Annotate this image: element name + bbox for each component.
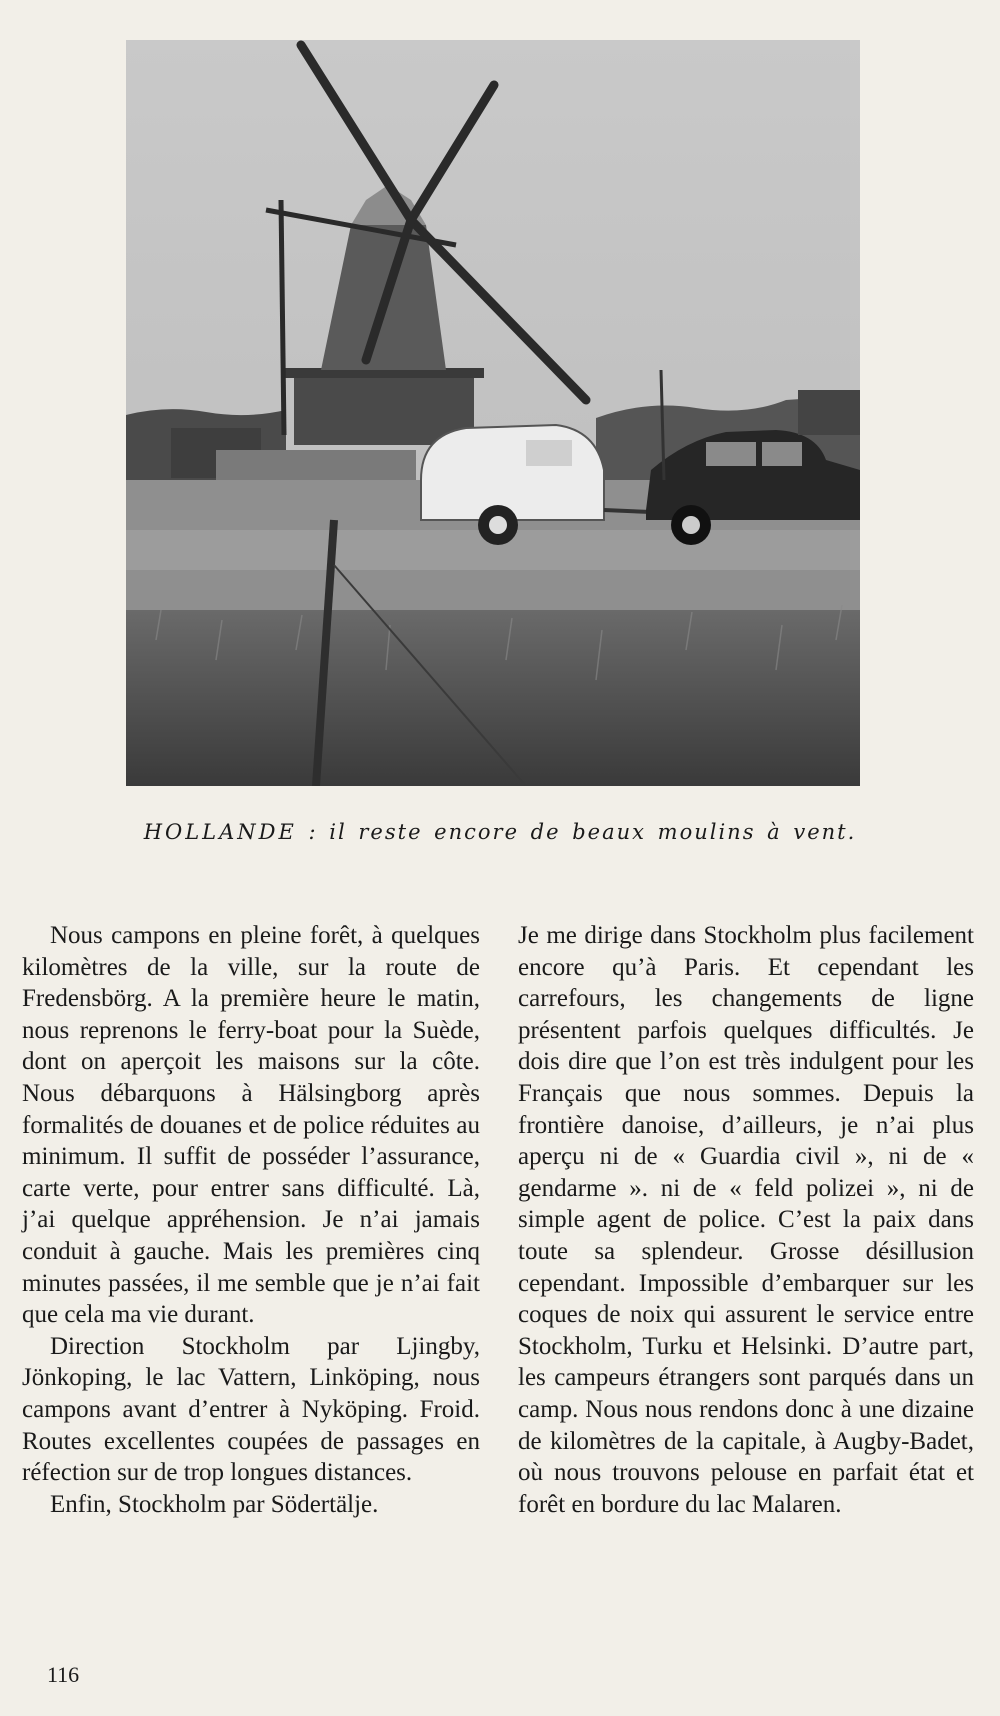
paragraph: Enfin, Stockholm par Södertälje. <box>50 1490 379 1518</box>
paragraph: Nous campons en pleine forêt, à quelques kilomètres de la ville, sur la route de Fredensbörg. A la première heure le matin, nous reprenons le ferry-boat pour la Suède, dont on aperçoit les maisons sur la côte. Nous débarquons à Hälsingborg après formalités de douanes et de police réduites au minimum. Il suffit de posséder l’assurance, carte verte, pour entrer sans difficulté. Là, j’ai quelque appréhension. Je n’ai jamais conduit à gauche. Mais les premières cinq minutes passées, il me semble que je n’ai fait que cela ma vie durant. <box>22 922 480 1329</box>
caption-text: : il reste encore de beaux moulins à vent. <box>308 820 857 844</box>
article-column-right <box>518 920 974 1520</box>
article-column-left <box>22 920 480 1520</box>
paragraph: Je me dirige dans Stockholm plus facilement encore qu’à Paris. Et cependant les carrefours, les changements de ligne présentent parfois quelques difficultés. Je dois dire que l’on est très indulgent pour les Français que nous sommes. Depuis la frontière danoise, d’ailleurs, je n’ai plus aperçu ni de « Guardia civil », ni de « gendarme ». ni de « feld polizei », ni de simple agent de police. C’est la paix dans toute sa splendeur. Grosse désillusion cependant. Impossible d’embarquer sur les coques de noix qui assurent le service entre Stockholm, Turku et Helsinki. D’autre part, les campeurs étrangers sont parqués dans un camp. Nous nous rendons donc à une dizaine de kilomètres de la capitale, à Augby-Badet, où nous trouvons pelouse en parfait état et forêt en bordure du lac Malaren. <box>518 922 974 1518</box>
paragraph: Direction Stockholm par Ljingby, Jönkoping, le lac Vattern, Linköping, nous campons avant d’entrer à Nyköping. Froid. Routes excellentes coupées de passages en réfection sur de trop longues distances. <box>22 1332 480 1487</box>
caption-country: HOLLANDE <box>143 820 297 844</box>
windmill-photo-graphic <box>126 40 860 786</box>
photo-caption <box>100 820 900 844</box>
page-number: 116 <box>47 1662 80 1687</box>
windmill-photo <box>126 40 860 786</box>
